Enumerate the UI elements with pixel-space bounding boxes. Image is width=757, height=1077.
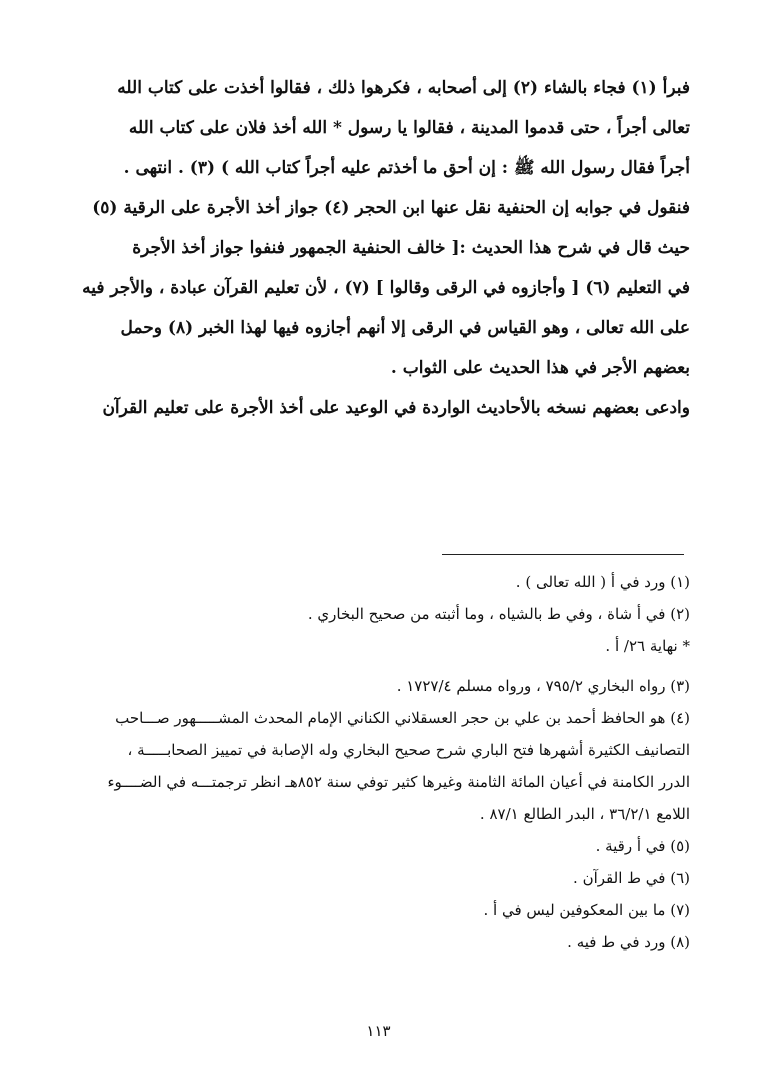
- body-line-9: وادعى بعضهم نسخه بالأحاديث الواردة في الوعيد على أخذ الأجرة على تعليم القرآن: [102, 398, 690, 418]
- body-line-1: فبرأ (١) فجاء بالشاء (٢) إلى أصحابه ، فكرهوا ذلك ، فقالوا أخذت على كتاب الله: [117, 78, 690, 98]
- footnote-1: (١) ورد في أ ( الله تعالى ) .: [515, 573, 690, 591]
- body-line-7: على الله تعالى ، وهو القياس في الرقى إلا أنهم أجازوه فيها لهذا الخبر (٨) وحمل: [120, 318, 690, 338]
- body-line-2: تعالى أجراً ، حتى قدموا المدينة ، فقالوا يا رسول * الله أخذ فلان على كتاب الله: [128, 118, 690, 138]
- footnote-7: (٧) ما بين المعكوفين ليس في أ .: [483, 901, 690, 919]
- footnote-4-line-1: (٤) هو الحافظ أحمد بن علي بن حجر العسقلاني الكناني الإمام المحدث المشـــــهور صـــاحب: [115, 709, 690, 727]
- footnote-divider: [442, 554, 684, 555]
- footnote-2: (٢) في أ شاة ، وفي ط بالشياه ، وما أثبته من صحيح البخاري .: [307, 605, 690, 623]
- body-text: [82, 68, 690, 428]
- footnote-5: (٥) في أ رقية .: [595, 837, 690, 855]
- body-line-8: بعضهم الأجر في هذا الحديث على الثواب .: [390, 358, 690, 378]
- footnotes: [107, 566, 690, 958]
- folio-marker: * نهاية ٢٦/ أ .: [605, 637, 690, 655]
- body-line-5: حيث قال في شرح هذا الحديث :[ خالف الحنفية الجمهور فنفوا جواز أخذ الأجرة: [132, 238, 690, 258]
- footnote-6: (٦) في ط القرآن .: [573, 869, 690, 887]
- footnote-4-line-2: التصانيف الكثيرة أشهرها فتح الباري شرح صحيح البخاري وله الإصابة في تمييز الصحابـــــة ،: [127, 741, 690, 759]
- body-line-4: فنقول في جوابه إن الحنفية نقل عنها ابن الحجر (٤) جواز أخذ الأجرة على الرقية (٥): [92, 198, 690, 218]
- body-line-6: في التعليم (٦) [ وأجازوه في الرقى وقالوا ] (٧) ، لأن تعليم القرآن عبادة ، والأجر فيه: [82, 278, 690, 298]
- body-line-3: أجراً فقال رسول الله ﷺ : إن أحق ما أخذتم عليه أجراً كتاب الله ) (٣) . انتهى .: [123, 158, 690, 178]
- footnote-4-line-3: الدرر الكامنة في أعيان المائة الثامنة وغيرها كثير توفي سنة ٨٥٢هـ انظر ترجمتـــه في الضــــوء: [107, 773, 690, 791]
- footnote-4-line-4: اللامع ٣٦/٢/١ ، البدر الطالع ٨٧/١ .: [479, 805, 690, 823]
- footnote-3: (٣) رواه البخاري ٧٩٥/٢ ، ورواه مسلم ١٧٢٧/٤ .: [396, 677, 690, 695]
- page-number: ١١٣: [366, 1022, 391, 1040]
- footnote-8: (٨) ورد في ط فيه .: [567, 933, 690, 951]
